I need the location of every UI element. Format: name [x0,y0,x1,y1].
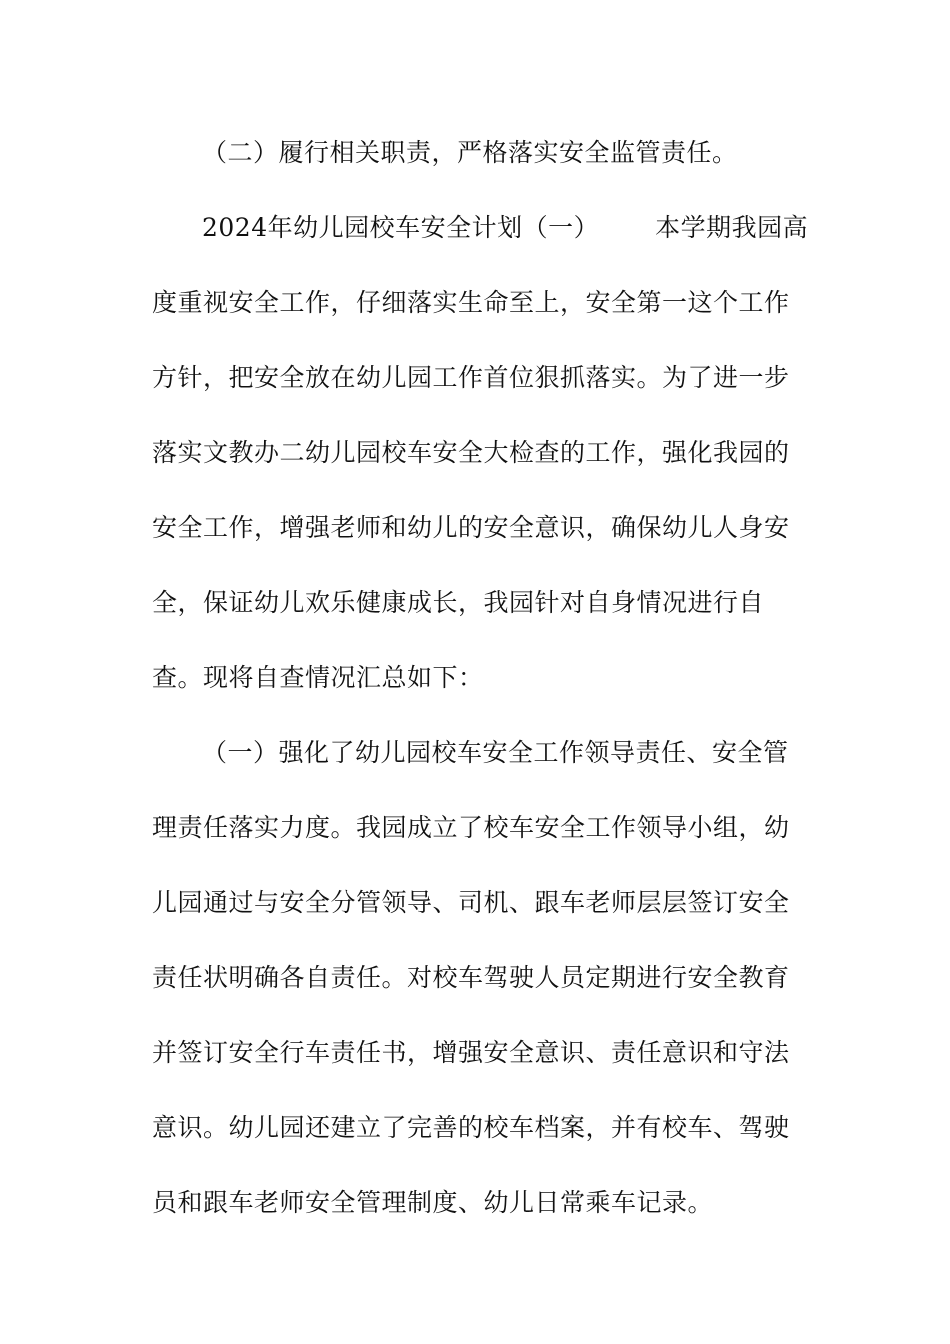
plan-title: 2024年幼儿园校车安全计划（一） [202,213,600,242]
paragraph-line: 落实文教办二幼儿园校车安全大检查的工作，强化我园的 [152,438,790,467]
paragraph-line: 意识。幼儿园还建立了完善的校车档案，并有校车、驾驶 [152,1113,790,1142]
paragraph-line: 儿园通过与安全分管领导、司机、跟车老师层层签订安全 [152,888,790,917]
paragraph-line: 全，保证幼儿欢乐健康成长，我园针对自身情况进行自 [152,588,765,617]
paragraph-line: 理责任落实力度。我园成立了校车安全工作领导小组，幼 [152,813,790,842]
section-heading-1: （一）强化了幼儿园校车安全工作领导责任、安全管 [202,738,789,767]
paragraph-line [202,212,852,244]
paragraph-line: 度重视安全工作，仔细落实生命至上，安全第一这个工作 [152,288,790,317]
paragraph-line: 安全工作，增强老师和幼儿的安全意识，确保幼儿人身安 [152,513,790,542]
paragraph-line: 并签订安全行车责任书，增强安全意识、责任意识和守法 [152,1038,790,1067]
section-heading-2: （二）履行相关职责，严格落实安全监管责任。 [202,138,738,167]
paragraph-line: 查。现将自查情况汇总如下： [152,663,484,692]
paragraph-start: 本学期我园高 [655,213,809,242]
paragraph-line: 责任状明确各自责任。对校车驾驶人员定期进行安全教育 [152,963,790,992]
paragraph-line: 员和跟车老师安全管理制度、幼儿日常乘车记录。 [152,1188,714,1217]
paragraph-line: 方针，把安全放在幼儿园工作首位狠抓落实。为了进一步 [152,363,790,392]
